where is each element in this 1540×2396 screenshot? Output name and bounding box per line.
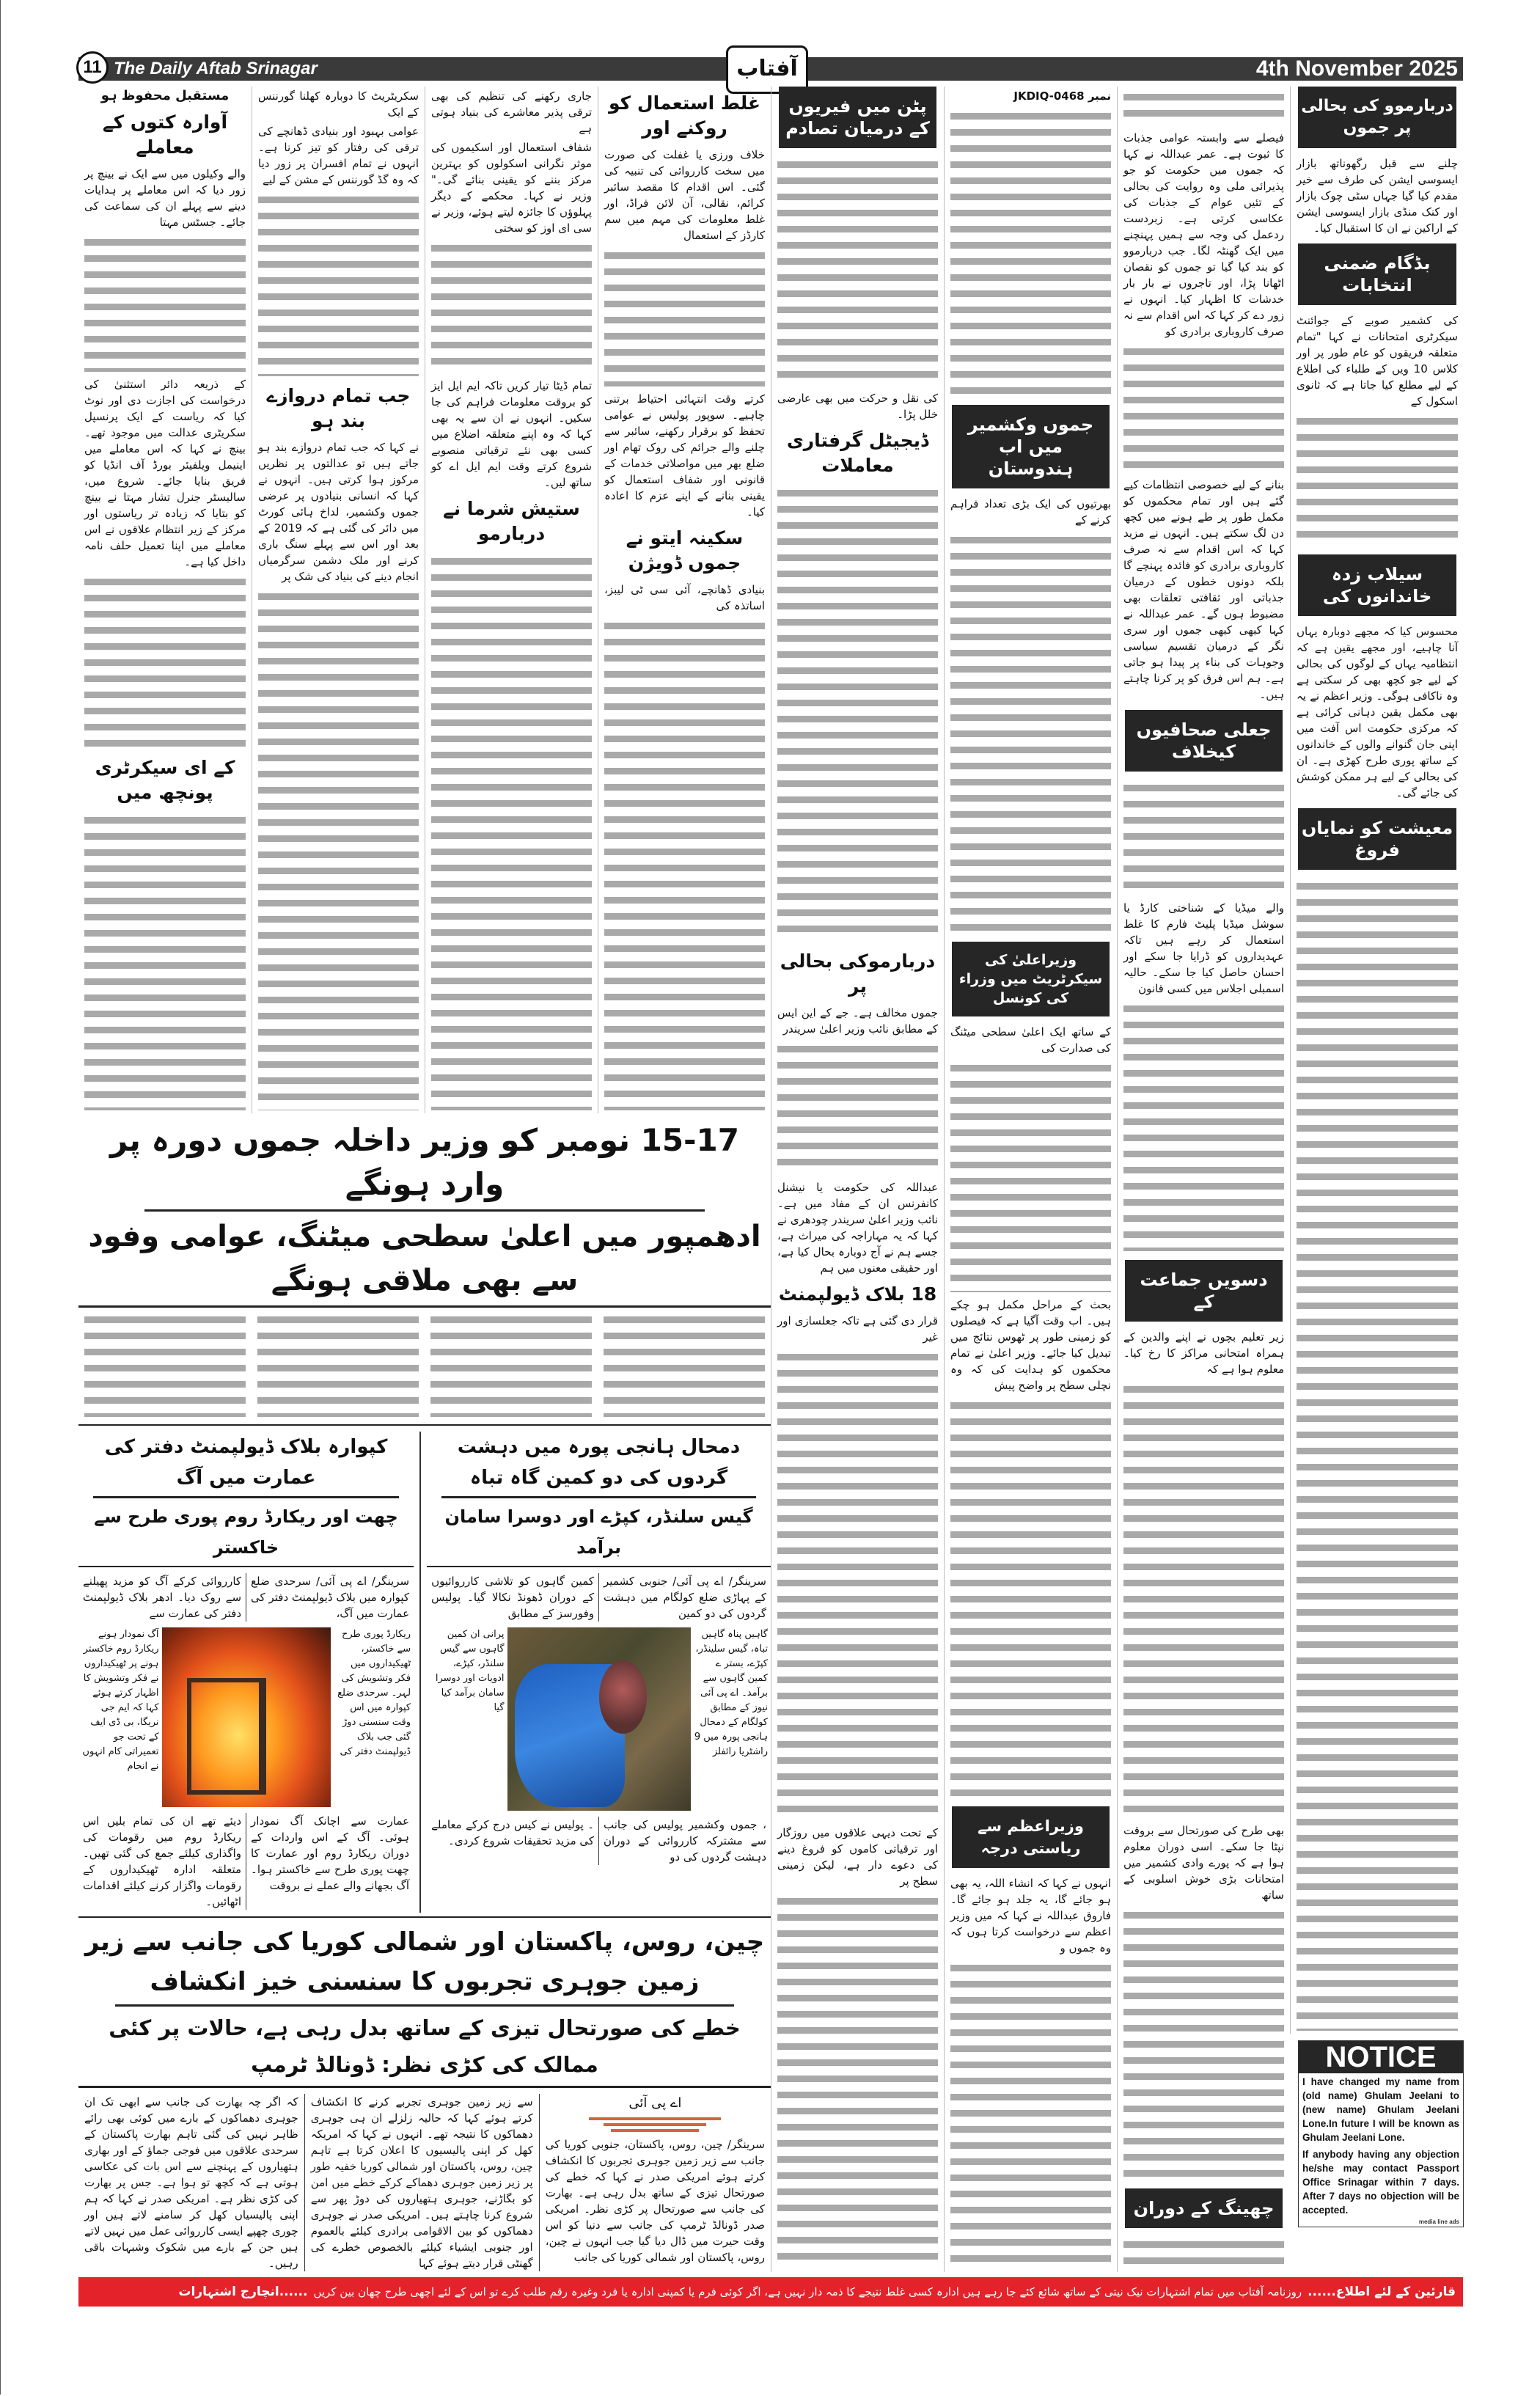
headline-home-minister-visit: 15-17 نومبر کو وزیر داخلہ جموں دورہ پر وارد ہونگے (110, 1122, 739, 1202)
footer-label: قارئین کے لئے اطلاع...... (1308, 2285, 1456, 2299)
story-photo-row (78, 1627, 414, 1807)
text-lines (258, 192, 419, 376)
article-text: کہ اگر چہ بھارت کی جانب سے ابھی تک ان جوہری دھماکوں کے بارے میں کوئی بھی رائے ظاہر نہیں کی گئی تاہم بھارت پاکستان کے سرحدی علاقوں میں فوجی جماؤ کے اور بھاری ہتھیاروں کے پہنچنے سے اس بات کی عکاسی ہوتی ہے کہ کچھ تو ہوا ہے۔ جس پر بھارت کی کڑی نظر ہے۔ امریکی صدر نے کہا کہ ہم اپنی پالیسیاں کھل کر سامنے لاتے ہیں اور چوری چھپے ایسی کارروائی عمل میں نہیں لاتے ہیں جن کے بارے میں شکوک وشبہات باقی رہیں۔ (84, 2095, 298, 2270)
story-photo-row (427, 1627, 771, 1811)
photo-stories (78, 1424, 771, 1913)
article-text: بنانے کے لیے خصوصی انتظامات کیے گئے ہیں اور تمام محکموں کو مکمل طور پر طے ہونے میں کچھ دن لگ سکتے ہیں۔ انہوں نے مزید کہا کہ اس اقدام سے نہ صرف کاروباری برادری کو فائدہ پہنچے گا بلکہ دونوں خطوں کے درمیان جذباتی اور ثقافتی تعلقات بھی مضبوط ہوں گے۔ عمر عبداللہ نے کہا کبھی کبھی جموں اور سری نگر کے درمیان تقسیم سیاسی وجوہات کی بناء پر پیدا ہو جاتی ہے۔ ہم اس فرق کو پر کرنا چاہتے ہیں۔ (1123, 478, 1284, 702)
article-text: سرینگر/ چین، روس، پاکستان، جنوبی کوریا کی جانب سے زیر زمین جوہری تجربوں کا انکشاف کرتے ہوئے امریکی صدر نے کہا کہ خطے کی صورتحال تیزی کے ساتھ بدل رہی ہے۔ بھارت کی جانب سے صورتحال پر کڑی نظر۔ امریکی صدر ڈونالڈ ٹرمپ کی جانب سے دنیا کو اس وقت حیرت میں ڈال دیا گیا جب انہوں نے چین، روس، پاکستان اور شمالی کوریا کی جانب (545, 2138, 765, 2264)
article-text: کے ذریعہ دائر استثنیٰ کی درخواست کی اجازت دی اور نوٹ کیا کہ ریاست کے ایک پرنسپل سکریٹری عدالت میں موجود تھے۔ بینچ نے کہا کہ اس معاملے میں اینیمل ویلفیئر بورڈ آف انڈیا کو فریق بنایا جائے۔ شروع میں، سالیسٹر جنرل تشار مہتا نے بینچ کو بتایا کہ زیادہ تر ریاستوں اور مرکز کے زیر انتظام علاقوں نے اس معاملے میں اپنا تعمیل حلف نامہ داخل کیا ہے۔ (84, 378, 246, 569)
headline-udhampur-meeting: ادھمپور میں اعلیٰ سطحی میٹنگ، عوامی وفود سے بھی ملاقی ہونگے (88, 1220, 761, 1297)
column-6 (944, 87, 1117, 2272)
headline-trump: خطے کی صورتحال تیزی کے ساتھ بدل رہی ہے، حالات پر کئی ممالک کی کڑی نظر: ڈونالڈ ٹرمپ (109, 2015, 741, 2077)
column-3 (425, 87, 598, 1113)
boxed-headline-statehood: وزیراعظم سے ریاستی درجہ (952, 1806, 1110, 1868)
article-text: عوامی بہبود اور بنیادی ڈھانچے کی ترقی کی رفتار کو تیز کرنا ہے۔ انہوں نے تمام افسران پر زور دیا کہ وہ گڈ گورننس کے مشن کے لیے (258, 125, 419, 186)
text-lines (950, 1960, 1111, 2269)
ornament (546, 2117, 765, 2132)
text-lines (1123, 1382, 1284, 1818)
text-lines (257, 1312, 419, 1417)
article-text: کی نقل و حرکت میں بھی عارضی خلل پڑا۔ (777, 392, 938, 421)
article-text: فیصلے سے وابستہ عوامی جذبات کا ثبوت ہے۔ عمر عبداللہ نے کہا کہ جموں میں حکومت کو جو پذیرائی ملی وہ روایت کی بحالی کے تئیں عوام کے جذبات کی عکاسی کرتی ہے۔ زبردست ردعمل کی وجہ سے ہمیں پہنچنے میں ایک گھنٹہ لگا۔ جب دربارموو کو بند کیا گیا تو جموں کو نقصان اٹھانا پڑا، اور تاجروں نے بار بار خدشات کا اظہار کیا۔ انہوں نے زور دے کر کہا کہ اس اقدام سے نہ صرف کاروباری برادری کو (1123, 131, 1284, 338)
left-lower-region (78, 1118, 771, 2271)
text-lines (604, 618, 765, 1110)
text-lines (950, 1398, 1111, 1798)
divider (441, 1496, 756, 1498)
headline-nuclear-tests: چین، روس، پاکستان اور شمالی کوریا کی جانب سے زیر زمین جوہری تجربوں کا سنسنی خیز انکشاف (84, 1927, 765, 1996)
story-text-bottom (78, 1813, 414, 1910)
article-text: بحث کے مراحل مکمل ہو چکے ہیں۔ اب وقت آگیا ہے کہ فیصلوں کو زمینی طور پر ٹھوس نتائج میں تبدیل کیا جائے۔ وزیر اعلیٰ نے تمام محکموں کو ہدایت کی کہ وہ نچلی سطح پر واضح پیش (950, 1297, 1111, 1392)
paper-name: The Daily Aftab Srinagar (114, 59, 318, 78)
article-text: کے ساتھ ایک اعلیٰ سطحی میٹنگ کی صدارت کی (950, 1025, 1111, 1055)
text-lines (1297, 879, 1458, 2031)
fire-photo (162, 1627, 331, 1807)
story-headline: دمحال ہانجی پورہ میں دہشت گردوں کی دو کمین گاہ تباہ (457, 1436, 741, 1490)
article-text: والے وکیلوں میں سے ایک نے بینچ پر زور دیا کہ اس معاملے پر ہدایات دینے سے پہلے ان کی سماعت کی جائے۔ جسٹس مہتا (84, 167, 246, 229)
article-text: آگ نمودار ہونے ریکارڈ روم خاکستر ہونے پر ٹھیکیداروں نے فکر وتشویش کا اظہار کرتے ہوئے کہا کہ ایم جی نریگا، بی ڈی ایف کے تحت جو تعمیراتی کام انہوں نے انجام (82, 1629, 159, 1773)
column-8 (1290, 87, 1464, 2034)
boxed-headline-budgam-bypoll: بڈگام ضمنی انتخابات (1298, 243, 1456, 305)
article-text: سے زیر زمین جوہری تجربے کرنے کا انکشاف کرتے ہوئے کہا کہ حالیہ زلزلے ان ہی جوہری دھماکوں کا نتیجہ تھے۔ انہوں نے کہا کہ امریکہ کھل کر اپنی پالیسیوں کا اعلان کرتا ہے تاہم چین، روس، پاکستان اور شمالی کوریا خفیہ طور پر زیر زمین جوہری دھماکے کرکے خطے میں امن کو بگاڑنے، جوہری ہتھیاروں کی دوڑ پھر سے شروع کرنا چاہتے ہیں۔ امریکی صدر نے جوہری دھماکوں کو بین الاقوامی برادری کیلئے بالعموم اور جنوبی ایشیاء کیلئے بالخصوص خطرے کی گھنٹی قرار دیتے ہوئے کہا (304, 2094, 539, 2271)
boxed-headline-fake-journalists: جعلی صحافیوں کیخلاف (1125, 710, 1283, 772)
text-lines (84, 235, 246, 372)
article-text: کرتے وقت انتہائی احتیاط برتنی چاہیے۔ سوپور پولیس نے عوامی تحفظ کو برقرار رکھنے، سائبر سے چلنے والے جرائم کی روک تھام اور ضلع بھر میں مواصلاتی خدمات کے قانونی اور شفاف استعمال کو یقینی بنانے کے اپنے عزم کا اعادہ کیا۔ (604, 392, 765, 519)
text-lines (1297, 414, 1458, 546)
boxed-headline-pattan: پٹن میں فیریوں کے درمیان تصادم (779, 87, 936, 148)
text-lines (431, 241, 592, 373)
article-text: سکریٹریٹ کا دوبارہ کھلنا گورننس کے ایک (258, 89, 419, 119)
column-7 (1117, 87, 1290, 2272)
text-lines (777, 486, 938, 942)
text-lines (1123, 2237, 1284, 2269)
page-number: 11 (76, 51, 109, 84)
divider (427, 1566, 771, 1567)
article-text: کمین گاہوں کو تلاشی کارروائیوں کے دوران ڈھونڈ نکالا گیا۔ پولیس وفورسز کے مطابق (431, 1575, 595, 1621)
text-lines (950, 109, 1111, 396)
issue-date: 4th November 2025 (1255, 56, 1458, 81)
divider (93, 1496, 399, 1498)
text-lines (430, 1312, 592, 1417)
notice-credit: media line ads (1418, 2219, 1459, 2225)
text-lines (1123, 1001, 1284, 1252)
text-lines (777, 157, 938, 386)
article-text: پرانی ان کمین گاہوں سے گیس سلنڈر، کپڑے، ادویات اور دوسرا سامان برآمد کیا گیا (435, 1629, 505, 1714)
boxed-headline-flood-families: سیلاب زدہ خاندانوں کی (1298, 554, 1456, 616)
article-text: قرار دی گئی ہے تاکہ جعلسازی اور غیر (777, 1314, 938, 1344)
notice-body: If anybody having any objection he/she may contact Passport Office Srinagar within 7 days. After 7 days no objection will be accepted. (1302, 2149, 1459, 2216)
divider (115, 2004, 734, 2007)
text-lines (777, 1894, 938, 2269)
story-text-top (427, 1573, 771, 1622)
article-text: زیر تعلیم بچوں نے اپنے والدین کے ہمراہ امتحانی مراکز کا رخ کیا۔ معلوم ہوا ہے کہ (1123, 1330, 1284, 1377)
article-text: دیئے تھے ان کی تمام بلیں اس ریکارڈ روم میں رقومات کی واگذاری کیلئے جمع کی گئی تھیں۔ متعلقہ ادارہ ٹھیکیداروں کے رقومات واگزار کرنے کیلئے اقدامات اٹھائیں۔ (83, 1814, 242, 1909)
divider (144, 1209, 705, 1212)
paper-logo: آفتاب (726, 45, 808, 94)
headline-stray-dogs: آوارہ کتوں کے معاملے (102, 111, 228, 158)
boxed-headline-council-of-ministers: وزیراعلیٰ کی سیکرٹریٹ میں وزراء کی کونسل (952, 942, 1110, 1016)
dateline: اے پی آئی (628, 2095, 682, 2111)
story-text-top (78, 1573, 414, 1622)
advertisement-disclaimer-bar (78, 2277, 1463, 2307)
story-subheadline: گیس سلنڈر، کپڑے اور دوسرا سامان برآمد (444, 1506, 753, 1558)
article-text: بنیادی ڈھانچے، آئی سی ٹی لیبز، اساتذہ کی (604, 583, 765, 613)
boxed-headline-darbar-jammu: دربارموو کی بحالی پر جموں (1298, 87, 1456, 148)
column-5 (771, 87, 944, 2272)
article-text: خلاف ورزی یا غفلت کی صورت میں سخت کارروائی کی تنبیہ کی گئی۔ اس اقدام کا مقصد سائبر کرائم، نقالی، آن لائن فراڈ، اور غلط معلومات کی مہم میں سم کارڈز کے استعمال (604, 148, 765, 242)
article-text: جموں مخالف ہے۔ جے کے این ایس کے مطابق نائب وزیر اعلیٰ سریندر (777, 1006, 938, 1036)
text-lines (1123, 1908, 1284, 2180)
article-text: بھرتیوں کی ایک بڑی تعداد فراہم کرنے کے (950, 497, 1111, 527)
boxed-headline-jk-india: جموں وکشمیر میں اب ہندوستان (952, 405, 1110, 488)
article-text: کی کشمیر صوبے کے جوائنٹ سیکرٹری امتحانات نے کہا "تمام متعلقہ فریقوں کو عام طور پر اور کلاس 10 ویں کے طلباء کی اطلاع کے لیے مطلع کیا جاتا ہے کہ ثانوی اسکول کے (1297, 314, 1459, 408)
article-text: سرینگر/ اے پی آئی/ سرحدی ضلع کپوارہ میں بلاک ڈیولپمنٹ دفتر کی عمارت میں آگ، (246, 1573, 414, 1622)
headline-sim-misuse: غلط استعمال کو روکنے اور (609, 92, 760, 139)
article-text: انہوں نے کہا کہ انشاء اللہ، یہ بھی ہو جائے گا، یہ جلد ہو جائے گا۔ فاروق عبداللہ نے کہا کہ میں وزیر اعظم سے درخواست کرتا ہوں کہ وہ جموں و (950, 1876, 1111, 1954)
article-text: ، جموں وکشمیر پولیس کی جانب سے مشترکہ کارروائی کے دوران دہشت گردوں کی دو (598, 1817, 771, 1865)
article-text: بھی طرح کی صورتحال سے بروقت نپٹا جا سکے۔ اسی دوران معلوم ہوا ہے کہ پورے وادی کشمیر میں امتحانات بڑی خوش اسلوبی کے ساتھ (1123, 1824, 1284, 1902)
divider (78, 2086, 771, 2088)
story-text-columns (78, 2094, 771, 2271)
story-text-right (539, 2094, 771, 2271)
headline-digital-arrest: ڈیجیٹل گرفتاری معاملات (786, 430, 929, 476)
headline-18-blocks: 18 بلاک ڈیولپمنٹ (778, 1283, 937, 1305)
text-lines (777, 1041, 938, 1175)
article-text: محسوس کیا کہ مجھے دوبارہ یہاں آنا چاہیے، اور مجھے یقین ہے کہ انتظامیہ یہاں کے لوگوں کی بحالی کے لیے جو کچھ بھی کر سکتی ہے وہ ناکافی ہوگی۔ وزیر اعظم نے یہ بھی مکمل یقین دہانی کرائی ہے کہ مرکزی حکومت اس آفت میں اپنی جان گنوانے والوں کے خاندانوں کے ساتھ پوری طرح کھڑی ہے۔ ان کی بحالی کے لیے ہر ممکن کوشش کی جائے گی۔ (1297, 625, 1458, 800)
kicker: مستقبل محفوظ ہو (100, 88, 230, 103)
text-lines (431, 554, 592, 1110)
text-lines (1123, 344, 1284, 473)
band-text (78, 1312, 771, 1417)
text-lines (950, 532, 1111, 932)
article-text: نمبر JKDIQ-0468 (1013, 89, 1111, 103)
text-lines (84, 574, 246, 747)
article-text: سرینگر/ اے پی آئی/ جنوبی کشمیر کے پہاڑی ضلع کولگام میں دہشت گردوں کی دو کمین (598, 1573, 771, 1622)
column-4 (598, 87, 771, 1113)
text-lines (1123, 780, 1284, 895)
divider (78, 1566, 414, 1567)
article-text: ریکارڈ پوری طرح سے خاکستر، ٹھیکیداروں میں فکر وتشویش کی لہر۔ سرحدی ضلع کپوارہ میں اس وقت سنسنی دوڑ گئی جب بلاک ڈیولپمنٹ دفتر کی (337, 1629, 411, 1758)
headline-doors-closed: جب تمام دروازے بند ہو (266, 385, 411, 431)
text-lines (950, 1060, 1111, 1292)
notice-body: I have changed my name from (old name) Ghulam Jeelani to (new name) Ghulam Jeelani Lone.In future I will be known as Ghulam Jeelani Lone. (1302, 2076, 1459, 2143)
story-text-bottom (427, 1817, 771, 1865)
story-headline: کپوارہ بلاک ڈیولپمنٹ دفتر کی عمارت میں آگ (104, 1436, 388, 1490)
footer-message: روزنامہ آفتاب میں تمام اشتہارات نیک نیتی کے ساتھ شائع کئے جا رہے ہیں ادارہ کسی غلط نتیجے کا ذمہ دار نہیں ہے، اگر کوئی فرم یا کمپنی ادارہ یا فرد وغیرہ رقم طلب کرے تو اس کے لئے اچھی طرح چھان بین کریں (313, 2285, 1302, 2298)
column-1 (78, 87, 252, 1113)
footer-signature: ......انچارج اشتہارات (178, 2285, 308, 2299)
text-lines (604, 1312, 765, 1417)
article-text: شفاف استعمال اور اسکیموں کی موثر نگرانی اسکولوں کو بہترین مرکز بننے کو یقینی بنائے گی۔" وزیر نے کہا۔ محکمے کے دیگر پہلوؤں کا جائزہ لیتے ہوئے، وزیر نے سی ای اوز کو سختی (431, 141, 592, 235)
article-text: جاری رکھنے کی تنظیم کی بھی ترقی پذیر معاشرے کی بنیاد ہوتی ہے (431, 89, 592, 135)
story-nuclear-tests (78, 1916, 771, 2271)
headline-sakina-itoo: سکینہ ایتو نے جموں ڈویژن (626, 527, 744, 574)
divider (78, 1305, 771, 1308)
article-text: کے تحت دیہی علاقوں میں روزگار اور ترقیاتی کاموں کو فروغ دینے کی دعوے دار ہے، لیکن زمینی سطح پر (777, 1826, 938, 1888)
story-subheadline: چھت اور ریکارڈ روم پوری طرح سے خاکستر (94, 1506, 398, 1558)
name-change-notice (1298, 2040, 1464, 2227)
article-text: عمارت سے اچانک آگ نمودار ہوئی۔ آگ کے اس واردات کے دوران ریکارڈ روم اور عمارت کا چھت پوری طرح سے خاکستر ہوا۔ آگ بجھانے والے عملے نے بروقت (246, 1813, 414, 1910)
text-lines (604, 248, 765, 386)
headline-darbar-move: دربارموکی بحالی پر (780, 950, 936, 997)
text-lines (777, 1349, 938, 1820)
headline-satish-sharma: ستیش شرما نے دربارمو (443, 498, 580, 545)
text-lines (84, 813, 246, 1110)
article-text: ۔ پولیس نے کیس درج کرکے معاملے کی مزید تحقیقات شروع کردی۔ (431, 1818, 595, 1848)
article-text: چلنے سے قبل رگھوناتھ بازار ایسوسی ایشن کی طرف سے خیر مقدم کیا گیا جہاں سٹی چوک بازار اور کنک منڈی بازار ایسوسی ایشن کے اراکین نے ان کا استقبال کیا۔ (1297, 157, 1458, 235)
boxed-headline-economy-boost: معیشت کو نمایاں فروغ (1298, 808, 1456, 870)
article-text: کارروائی کرکے آگ کو مزید پھیلنے سے روک دیا۔ ادھر بلاک ڈیولپمنٹ دفتر کی عمارت سے (83, 1575, 242, 1621)
column-2 (252, 87, 425, 1113)
article-text: نے کہا کہ جب تمام دروازے بند ہو جاتے ہیں تو عدالتوں پر نظریں مرکوز ہوا کرتی ہیں۔ انہوں نے کہا کہ انسانی بنیادوں پر عرضی جموں وکشمیر، لداخ ہائی کورٹ میں دائر کی گئی ہے کہ 2019 کے بعد اور اس سے پہلے سنگ باری کرنے اور ملک دشمن سرگرمیاں انجام دینے کی بنیاد کی شک پر (258, 441, 419, 583)
article-text: گاہیں پناہ گاہیں تباہ، گیس سلینڈر، کپڑے، بستر ے کمین گاہوں سے برآمد۔ اے پی آئی نیوز کے مطابق کولگام کے دمحال ہانجی پورہ میں 9 راشٹریا رائفلز (694, 1629, 768, 1758)
article-text: عبداللہ کی حکومت یا نیشنل کانفرنس ان کے مفاد میں ہے۔ نائب وزیر اعلیٰ سریندر چودھری نے کہا کہ یہ مہاراجہ کی میراث ہے، جسے ہم نے آج دوبارہ بحال کیا ہے، اور حقیقی معنوں میں ہم (777, 1181, 938, 1275)
text-lines (258, 589, 419, 1110)
story-kupwara-fire (78, 1432, 421, 1913)
article-text: والے میڈیا کے شناختی کارڈ یا سوشل میڈیا پلیٹ فارم کا غلط استعمال کر رہے ہیں تاکہ عہدیداروں کو ڈرایا جا سکے اور احسان حاصل کیا جا سکے۔ حالیہ اسمبلی اجلاس میں کسی قانون (1123, 901, 1284, 995)
story-hanjipora-hideouts (421, 1432, 771, 1913)
headline-poonch: کے ای سیکرٹری پونچھ میں (95, 756, 235, 803)
boxed-headline-checking: چھینگ کے دوران (1125, 2188, 1283, 2228)
hideout-photo (507, 1627, 691, 1811)
article-text: تمام ڈیٹا تیار کریں تاکہ ایم ایل ایز کو بروقت معلومات فراہم کی جا سکیں۔ انہوں نے ان سے یہ بھی کہا کہ وہ اپنے متعلقہ اضلاع میں کسی بھی نئے ترقیاتی منصوبے شروع کرتے وقت ایم ایل اے کو ساتھ لیں۔ (431, 379, 592, 490)
notice-title: NOTICE (1299, 2041, 1463, 2073)
text-lines (84, 1312, 246, 1417)
boxed-headline-class-10: دسویں جماعت کے (1125, 1260, 1283, 1322)
text-lines (1123, 89, 1284, 125)
